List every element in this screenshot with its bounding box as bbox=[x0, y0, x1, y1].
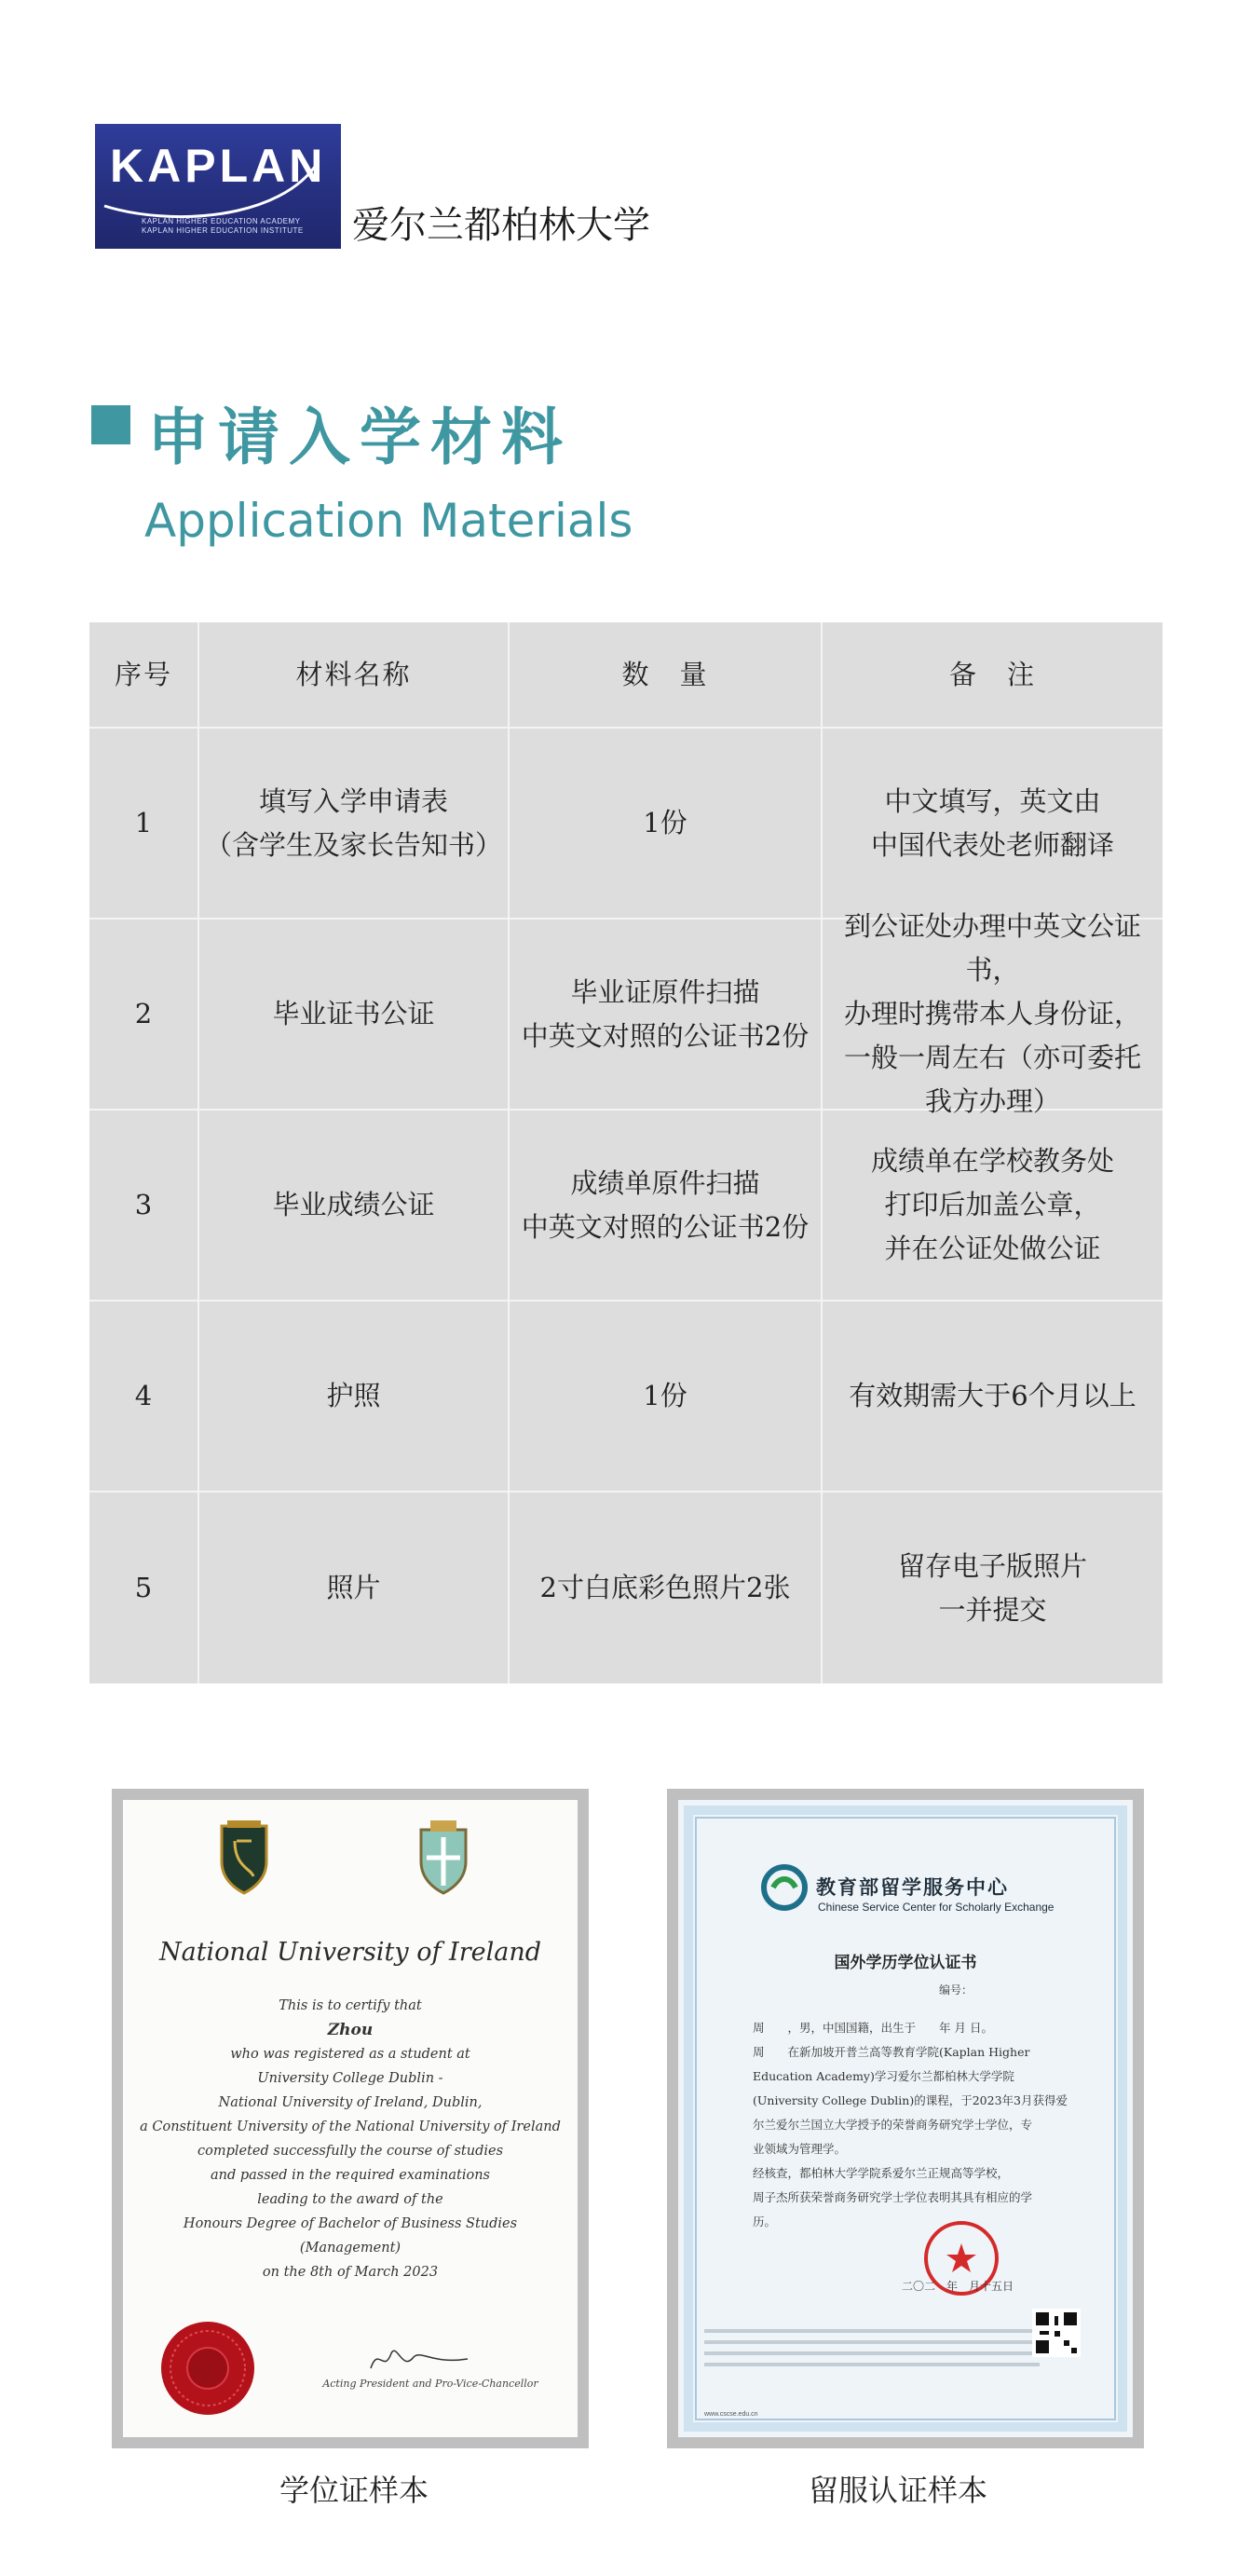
table-cell-qty: 2寸白底彩色照片2张 bbox=[510, 1492, 823, 1683]
table-row bbox=[89, 1492, 1163, 1683]
table-row bbox=[89, 1302, 1163, 1492]
accreditation-line: 周 ，男，中国国籍，出生于 年 月 日。 bbox=[753, 2021, 993, 2035]
table-cell-note: 成绩单在学校教务处 打印后加盖公章， 并在公证处做公证 bbox=[870, 1145, 1114, 1264]
accreditation-line: 周 在新加坡开普兰高等教育学院(Kaplan Higher bbox=[753, 2045, 1030, 2059]
table-header-cell: 数 量 bbox=[510, 622, 823, 727]
table-cell-qty: 1份 bbox=[510, 1302, 823, 1491]
table-cell-note: 中文填写，英文由 中国代表处老师翻译 bbox=[870, 784, 1114, 861]
degree-certificate bbox=[123, 1800, 578, 2437]
table-cell-no: 1 bbox=[89, 729, 199, 918]
accreditation-sample-caption: 留服认证样本 bbox=[809, 2473, 988, 2508]
section-title-cn: 申请入学材料 bbox=[147, 401, 572, 473]
kaplan-logo bbox=[95, 124, 341, 249]
table-row bbox=[89, 1111, 1163, 1302]
table-cell-note: 留存电子版照片 一并提交 bbox=[897, 1549, 1087, 1626]
accreditation-line: 历。 bbox=[753, 2215, 777, 2228]
accreditation-date: 二〇二 年 月十五日 bbox=[902, 2280, 1014, 2293]
section-title-en: Application Materials bbox=[144, 494, 633, 548]
materials-table bbox=[89, 622, 1163, 1683]
certificate-line: a Constituent University of the National University of Ireland bbox=[140, 2119, 561, 2134]
footnote-line bbox=[704, 2329, 1040, 2333]
accreditation-line: 经核查，都柏林大学学院系爱尔兰正规高等学校， bbox=[753, 2166, 1010, 2180]
certificate-title: National University of Ireland bbox=[158, 1938, 542, 1967]
harp-crest-icon bbox=[218, 1820, 270, 1895]
university-crest-icon bbox=[417, 1820, 470, 1895]
certificate-line: Honours Degree of Bachelor of Business Studies bbox=[183, 2216, 518, 2231]
footnotes bbox=[704, 2322, 1040, 2374]
table-cell-qty: 毕业证原件扫描 中英文对照的公证书2份 bbox=[510, 920, 823, 1109]
table-header-cell: 序号 bbox=[89, 622, 199, 727]
certificate-line: National University of Ireland, Dublin, bbox=[218, 2095, 483, 2110]
table-cell-name: 护照 bbox=[199, 1302, 510, 1491]
footnote-line bbox=[704, 2351, 1040, 2355]
table-cell-note: 有效期需大于6个月以上 bbox=[849, 1380, 1136, 1411]
accreditation-line: 尔兰爱尔兰国立大学授予的荣誉商务研究学士学位，专 bbox=[753, 2118, 1033, 2132]
qr-code-icon bbox=[1032, 2309, 1081, 2357]
signature-title: Acting President and Pro-Vice-Chancellor bbox=[322, 2378, 538, 2390]
table-cell-note: 到公证处办理中英文公证书， 办理时携带本人身份证， 一般一周左右（亦可委托 我方办理） bbox=[843, 910, 1141, 1117]
logo-tagline: KAPLAN HIGHER EDUCATION INSTITUTE bbox=[142, 226, 304, 235]
accreditation-line: 周子杰所获荣誉商务研究学士学位表明其具有相应的学 bbox=[753, 2190, 1033, 2204]
table-cell-name: 毕业成绩公证 bbox=[199, 1111, 510, 1300]
accreditation-body bbox=[753, 2016, 1069, 2234]
accreditation-line: Education Academy)学习爱尔兰都柏林大学学院 bbox=[753, 2069, 1014, 2083]
table-cell-qty: 1份 bbox=[510, 729, 823, 918]
table-header-cell: 材料名称 bbox=[199, 622, 510, 727]
table-cell-qty: 成绩单原件扫描 中英文对照的公证书2份 bbox=[510, 1111, 823, 1300]
org-name-en: Chinese Service Center for Scholarly Exchange bbox=[818, 1901, 1055, 1914]
table-cell-no: 3 bbox=[89, 1111, 199, 1300]
table-row bbox=[89, 910, 1163, 1117]
accreditation-certificate bbox=[678, 1800, 1133, 2437]
table-cell-name: 填写入学申请表 （含学生及家长告知书） bbox=[199, 729, 510, 918]
certificate-text bbox=[123, 1994, 578, 2284]
certificate-line: This is to certify that bbox=[279, 1998, 422, 2013]
signature-icon bbox=[365, 2340, 477, 2378]
heading-square-icon bbox=[91, 405, 130, 444]
certificate-number-label: 编号： bbox=[939, 1983, 973, 1997]
table-row bbox=[89, 729, 1163, 920]
certificate-line: on the 8th of March 2023 bbox=[262, 2265, 439, 2280]
certificate-line: and passed in the required examinations bbox=[210, 2168, 491, 2183]
logo-tagline: KAPLAN HIGHER EDUCATION ACADEMY bbox=[142, 217, 301, 225]
certificate-line: Zhou bbox=[327, 2021, 374, 2039]
table-cell-name: 照片 bbox=[199, 1492, 510, 1683]
table-cell-no: 2 bbox=[89, 920, 199, 1109]
university-name: 爱尔兰都柏林大学 bbox=[352, 204, 650, 247]
cscse-url: www.cscse.edu.cn bbox=[704, 2411, 758, 2418]
accreditation-title: 国外学历学位认证书 bbox=[834, 1954, 977, 1972]
table-cell-no: 5 bbox=[89, 1492, 199, 1683]
certificate-line: completed successfully the course of studies bbox=[197, 2144, 504, 2159]
certificate-line: (Management) bbox=[299, 2241, 401, 2256]
cscse-logo-icon bbox=[760, 1863, 809, 1912]
org-name-cn: 教育部留学服务中心 bbox=[816, 1875, 1009, 1899]
degree-sample-caption: 学位证样本 bbox=[279, 2473, 429, 2508]
accreditation-line: 业领域为管理学。 bbox=[753, 2142, 847, 2156]
table-header-row bbox=[89, 622, 1163, 729]
table-cell-no: 4 bbox=[89, 1302, 199, 1491]
footnote-line bbox=[704, 2363, 1040, 2366]
certificate-line: who was registered as a student at bbox=[230, 2047, 470, 2062]
degree-certificate-sample bbox=[112, 1789, 589, 2448]
accreditation-line: (University College Dublin)的课程，于2023年3月获得爱 bbox=[753, 2093, 1068, 2107]
logo-wordmark: KAPLAN bbox=[110, 140, 327, 192]
certificate-line: leading to the award of the bbox=[257, 2192, 443, 2207]
red-wax-seal-icon bbox=[156, 2317, 259, 2419]
footnote-line bbox=[704, 2340, 1040, 2344]
table-header-cell: 备 注 bbox=[948, 658, 1036, 690]
table-cell-name: 毕业证书公证 bbox=[199, 920, 510, 1109]
certificate-line: University College Dublin - bbox=[257, 2071, 443, 2086]
accreditation-certificate-sample bbox=[667, 1789, 1144, 2448]
